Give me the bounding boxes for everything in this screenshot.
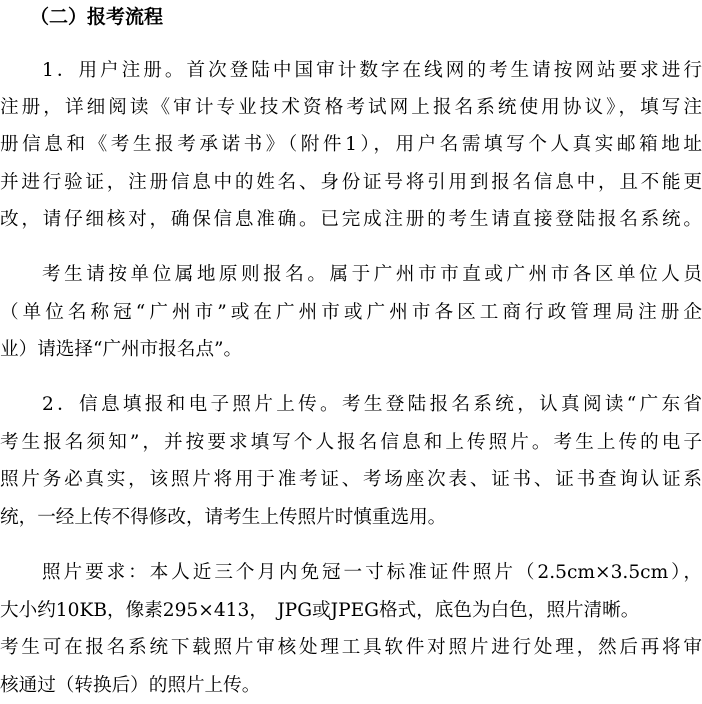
text-line: 1．用户注册。首次登陆中国审计数字在线网的考生请按网站要求进行 (42, 60, 702, 81)
text-line: 大小约10KB，像素295×413， JPG或JPEG格式，底色为白色，照片清晰。 (0, 600, 640, 621)
text-line: 改，请仔细核对，确保信息准确。已完成注册的考生请直接登陆报名系统。 (0, 209, 702, 230)
text-line: 统，一经上传不得修改，请考生上传照片时慎重选用。 (0, 507, 447, 528)
section-heading: （二）报考流程 (30, 6, 164, 28)
text-line: 考生可在报名系统下载照片审核处理工具软件对照片进行处理，然后再将审 (0, 637, 702, 658)
text-line: 考生报名须知”，并按要求填写个人报名信息和上传照片。考生上传的电子 (0, 432, 702, 453)
text-line: 2．信息填报和电子照片上传。考生登陆报名系统，认真阅读“广东省 (42, 394, 702, 415)
text-line: 业）请选择“广州市报名点”。 (0, 339, 243, 360)
text-line: 注册，详细阅读《审计专业技术资格考试网上报名系统使用协议》，填写注 (0, 97, 702, 118)
text-line: 核通过（转换后）的照片上传。 (0, 675, 261, 696)
text-line: 照片务必真实，该照片将用于准考证、考场座次表、证书、证书查询认证系 (0, 469, 702, 490)
text-line: 册信息和《考生报考承诺书》（附件1），用户名需填写个人真实邮箱地址 (0, 134, 702, 155)
text-line: 照片要求：本人近三个月内免冠一寸标准证件照片（2.5cm×3.5cm）， (42, 562, 702, 583)
text-line: （单位名称冠“广州市”或在广州市或广州市各区工商行政管理局注册企 (0, 302, 702, 323)
text-line: 并进行验证，注册信息中的姓名、身份证号将引用到报名信息中，且不能更 (0, 172, 702, 193)
text-line: 考生请按单位属地原则报名。属于广州市市直或广州市各区单位人员 (42, 264, 702, 285)
